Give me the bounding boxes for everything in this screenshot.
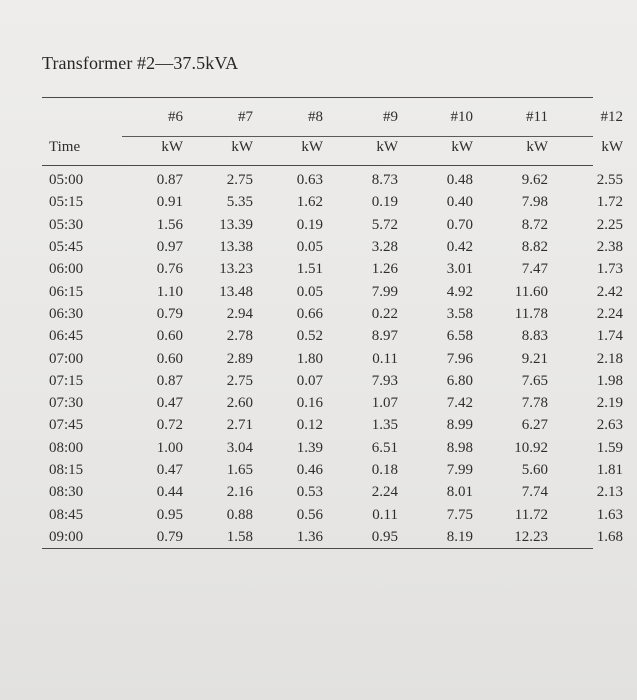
kw-cell: 8.01 — [446, 484, 473, 501]
column-header: #6 — [168, 108, 183, 125]
kw-cell: 1.73 — [596, 261, 623, 278]
kw-cell: 8.98 — [446, 439, 473, 456]
kw-cell: 8.99 — [446, 417, 473, 434]
kw-cell: 13.39 — [219, 216, 253, 233]
kw-cell: 2.78 — [226, 328, 253, 345]
unit-label: kW — [601, 139, 623, 155]
column-header: #12 — [600, 108, 623, 125]
kw-cell: 0.79 — [156, 305, 183, 322]
kw-cell: 1.59 — [596, 439, 623, 456]
table-row — [42, 392, 630, 414]
kw-cell: 2.18 — [596, 350, 623, 367]
unit-label: kW — [376, 139, 398, 155]
kw-cell: 8.83 — [521, 328, 548, 345]
table-row — [42, 481, 630, 503]
kw-cell: 0.40 — [446, 194, 473, 211]
table-row — [42, 236, 630, 258]
time-cell: 06:30 — [49, 305, 84, 322]
unit-label: kW — [161, 139, 183, 155]
kw-cell: 2.25 — [596, 216, 623, 233]
kw-cell: 0.16 — [296, 395, 323, 412]
kw-cell: 3.01 — [446, 261, 473, 278]
kw-cell: 6.80 — [446, 372, 473, 389]
column-header: #10 — [450, 108, 473, 125]
kw-cell: 0.47 — [156, 462, 183, 478]
kw-cell: 0.05 — [296, 239, 323, 256]
kw-cell: 11.60 — [514, 283, 548, 300]
kw-cell: 7.99 — [446, 462, 473, 478]
kw-cell: 2.16 — [226, 484, 253, 501]
kw-cell: 3.28 — [371, 239, 398, 256]
table-body — [42, 166, 630, 548]
kw-cell: 0.95 — [371, 528, 398, 545]
kw-cell: 9.62 — [521, 172, 548, 189]
table-row — [42, 526, 630, 548]
kw-cell: 1.51 — [296, 261, 323, 278]
kw-cell: 1.65 — [226, 462, 253, 478]
time-cell: 08:15 — [49, 462, 84, 478]
table-row — [42, 258, 630, 280]
kw-cell: 3.58 — [446, 305, 473, 322]
kw-cell: 0.48 — [446, 172, 473, 189]
kw-cell: 9.21 — [521, 350, 548, 367]
kw-cell: 0.05 — [296, 283, 323, 300]
column-header: #8 — [308, 108, 323, 125]
kw-cell: 0.60 — [156, 328, 183, 345]
time-cell: 07:30 — [49, 395, 84, 412]
kw-cell: 0.76 — [156, 261, 183, 278]
column-number-row — [42, 98, 630, 136]
kw-cell: 5.35 — [226, 194, 253, 211]
kw-cell: 0.60 — [156, 350, 183, 367]
kw-cell: 0.19 — [371, 194, 398, 211]
kw-cell: 12.23 — [514, 528, 548, 545]
table-row — [42, 280, 630, 302]
kw-cell: 7.65 — [521, 372, 548, 389]
kw-cell: 2.75 — [226, 372, 253, 389]
kw-cell: 0.87 — [156, 172, 183, 189]
table-row — [42, 370, 630, 392]
kw-cell: 1.35 — [371, 417, 398, 434]
unit-label: kW — [301, 139, 323, 155]
table-row — [42, 166, 630, 191]
kw-cell: 2.63 — [596, 417, 623, 434]
kw-cell: 6.58 — [446, 328, 473, 345]
time-cell: 05:45 — [49, 239, 84, 256]
kw-cell: 8.72 — [521, 216, 548, 233]
kw-cell: 7.74 — [521, 484, 548, 501]
table-row — [42, 503, 630, 525]
time-cell: 05:00 — [49, 172, 84, 189]
kw-cell: 1.00 — [156, 439, 183, 456]
table-row — [42, 214, 630, 236]
kw-cell: 13.48 — [219, 283, 253, 300]
kw-cell: 2.60 — [226, 395, 253, 412]
kw-cell: 0.66 — [296, 305, 323, 322]
unit-label: kW — [451, 139, 473, 155]
kw-cell: 0.79 — [156, 528, 183, 545]
kw-cell: 7.75 — [446, 506, 473, 523]
kw-cell: 6.27 — [521, 417, 548, 434]
time-cell: 05:15 — [49, 194, 84, 211]
load-table — [42, 97, 623, 549]
kw-cell: 2.55 — [596, 172, 623, 189]
kw-cell: 2.94 — [226, 305, 253, 322]
kw-cell: 10.92 — [514, 439, 548, 456]
unit-row — [42, 137, 630, 165]
kw-cell: 2.75 — [226, 172, 253, 189]
kw-cell: 0.56 — [296, 506, 323, 523]
kw-cell: 2.71 — [226, 417, 253, 434]
kw-cell: 7.96 — [446, 350, 473, 367]
kw-cell: 13.38 — [219, 239, 253, 256]
kw-cell: 5.60 — [521, 462, 548, 478]
kw-cell: 8.97 — [371, 328, 398, 345]
kw-cell: 7.42 — [446, 395, 473, 412]
kw-cell: 0.46 — [296, 462, 323, 478]
kw-cell: 2.42 — [596, 283, 623, 300]
kw-cell: 0.52 — [296, 328, 323, 345]
kw-cell: 11.72 — [514, 506, 548, 523]
time-cell: 08:00 — [49, 439, 84, 456]
time-cell: 08:45 — [49, 506, 84, 523]
page-title: Transformer #2—37.5kVA — [42, 53, 239, 73]
kw-cell: 0.72 — [156, 417, 183, 434]
table-row — [42, 437, 630, 459]
time-header: Time — [49, 139, 81, 155]
kw-cell: 1.72 — [596, 194, 623, 211]
kw-cell: 2.89 — [226, 350, 253, 367]
time-cell: 07:45 — [49, 417, 84, 434]
column-header: #9 — [383, 108, 398, 125]
kw-cell: 0.70 — [446, 216, 473, 233]
kw-cell: 1.63 — [596, 506, 623, 523]
unit-label: kW — [231, 139, 253, 155]
kw-cell: 2.19 — [596, 395, 623, 412]
kw-cell: 2.24 — [371, 484, 398, 501]
kw-cell: 0.88 — [226, 506, 253, 523]
table-row — [42, 459, 630, 481]
kw-cell: 1.56 — [156, 216, 183, 233]
kw-cell: 0.47 — [156, 395, 183, 412]
kw-cell: 1.58 — [226, 528, 253, 545]
kw-cell: 3.04 — [226, 439, 253, 456]
table-row — [42, 303, 630, 325]
time-cell: 06:45 — [49, 328, 84, 345]
kw-cell: 1.39 — [296, 439, 323, 456]
kw-cell: 0.53 — [296, 484, 323, 501]
table-row — [42, 347, 630, 369]
kw-cell: 0.87 — [156, 372, 183, 389]
kw-cell: 7.78 — [521, 395, 548, 412]
kw-cell: 0.11 — [372, 350, 398, 367]
kw-cell: 1.36 — [296, 528, 323, 545]
kw-cell: 7.98 — [521, 194, 548, 211]
kw-cell: 8.82 — [521, 239, 548, 256]
kw-cell: 2.24 — [596, 305, 623, 322]
kw-cell: 2.13 — [596, 484, 623, 501]
kw-cell: 1.81 — [596, 462, 623, 478]
kw-cell: 0.63 — [296, 172, 323, 189]
kw-cell: 4.92 — [446, 283, 473, 300]
time-cell: 09:00 — [49, 528, 84, 545]
time-cell: 08:30 — [49, 484, 84, 501]
kw-cell: 0.91 — [156, 194, 183, 211]
column-header: #7 — [238, 108, 253, 125]
kw-cell: 2.38 — [596, 239, 623, 256]
time-cell: 07:15 — [49, 372, 84, 389]
time-cell: 07:00 — [49, 350, 84, 367]
table-bottom-rule — [42, 548, 593, 549]
time-cell: 05:30 — [49, 216, 84, 233]
kw-cell: 5.72 — [371, 216, 398, 233]
kw-cell: 1.26 — [371, 261, 398, 278]
kw-cell: 0.12 — [296, 417, 323, 434]
time-cell: 06:15 — [49, 283, 84, 300]
kw-cell: 8.19 — [446, 528, 473, 545]
kw-cell: 13.23 — [219, 261, 253, 278]
column-header: #11 — [526, 108, 548, 125]
kw-cell: 7.93 — [371, 372, 398, 389]
kw-cell: 0.11 — [372, 506, 398, 523]
kw-cell: 7.47 — [521, 261, 548, 278]
kw-cell: 11.78 — [514, 305, 548, 322]
kw-cell: 1.62 — [296, 194, 323, 211]
kw-cell: 6.51 — [371, 439, 398, 456]
kw-cell: 1.98 — [596, 372, 623, 389]
unit-label: kW — [526, 139, 548, 155]
kw-cell: 1.80 — [296, 350, 323, 367]
kw-cell: 1.74 — [596, 328, 623, 345]
kw-cell: 1.10 — [156, 283, 183, 300]
kw-cell: 1.07 — [371, 395, 398, 412]
kw-cell: 0.42 — [446, 239, 473, 256]
table-row — [42, 191, 630, 213]
kw-cell: 0.22 — [371, 305, 398, 322]
kw-cell: 0.18 — [371, 462, 398, 478]
table-row — [42, 325, 630, 347]
kw-cell: 0.95 — [156, 506, 183, 523]
kw-cell: 7.99 — [371, 283, 398, 300]
kw-cell: 0.44 — [156, 484, 183, 501]
kw-cell: 0.07 — [296, 372, 323, 389]
header-spacer — [42, 98, 122, 136]
kw-cell: 8.73 — [371, 172, 398, 189]
table-row — [42, 414, 630, 436]
kw-cell: 0.19 — [296, 216, 323, 233]
kw-cell: 0.97 — [156, 239, 183, 256]
kw-cell: 1.68 — [596, 528, 623, 545]
time-cell: 06:00 — [49, 261, 84, 278]
